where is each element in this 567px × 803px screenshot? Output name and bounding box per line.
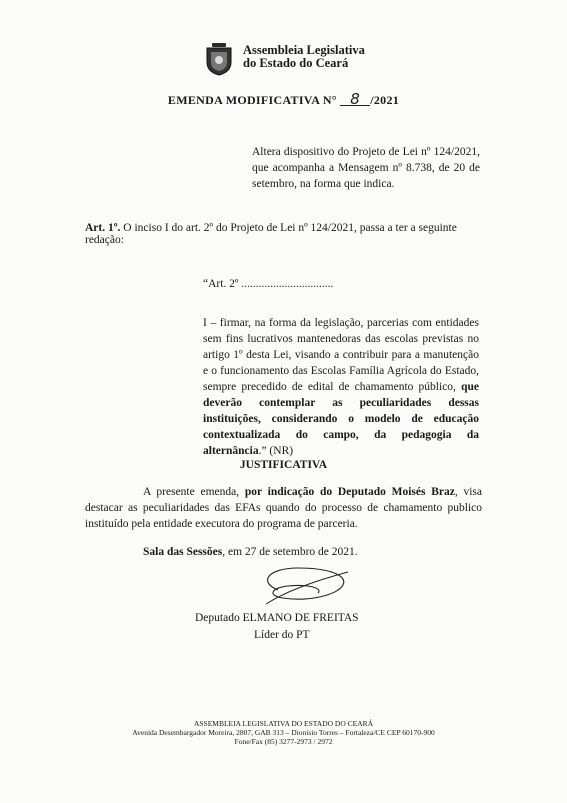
title-prefix: EMENDA MODIFICATIVA N° bbox=[167, 93, 337, 107]
amendment-number: 8 bbox=[340, 93, 370, 106]
inciso-end: .” (NR) bbox=[258, 445, 294, 457]
page-footer bbox=[0, 719, 567, 746]
coat-of-arms-icon bbox=[203, 42, 235, 76]
justification-heading: JUSTIFICATIVA bbox=[239, 459, 328, 471]
inciso-bold-text: que deverão contemplar as peculiaridades dessas instituições, considerando o modelo de educação contextualizada do campo, da pedagogia da alternância bbox=[203, 381, 480, 457]
handwritten-signature bbox=[248, 560, 358, 610]
document-title bbox=[0, 90, 567, 108]
article-2-heading: “Art. 2º ................................ bbox=[203, 278, 334, 290]
justification-part-1: A presente emenda, bbox=[143, 486, 240, 498]
signatory-role: Líder do PT bbox=[254, 629, 310, 641]
inciso-text: I – firmar, na forma da legislação, parcerias com entidades sem fins lucrativos mantenedoras das escolas previstas no artigo 1º desta Lei, visando a contribuir para a manutenção e o funcionamento das Escolas Família Agrícola do Estado, sempre precedido de edital de chamamento público, bbox=[203, 317, 479, 393]
footer-line-1: ASSEMBLEIA LEGISLATIVA DO ESTADO DO CEARÁ bbox=[193, 719, 374, 728]
institution-line-2: do Estado do Ceará bbox=[243, 56, 349, 70]
justification-bold: por indicação do Deputado Moisés Braz bbox=[244, 486, 455, 498]
inciso-paragraph bbox=[203, 315, 479, 459]
article-1-text: O inciso I do art. 2º do Projeto de Lei nº 124/2021, passa a ter a seguinte redação: bbox=[85, 222, 457, 246]
justification-paragraph bbox=[85, 484, 482, 532]
justification-part-2: , visa destacar as peculiaridades das EFAs quando do processo de chamamento publico instituído pela entidade executora do programa de parceria. bbox=[85, 486, 482, 530]
title-suffix: /2021 bbox=[370, 93, 400, 107]
ementa-paragraph: Altera dispositivo do Projeto de Lei nº 124/2021, que acompanha a Mensagem nº 8.738, de 20 de setembro, na forma que indica. bbox=[252, 146, 480, 190]
institution-line-1: Assembleia Legislativa bbox=[243, 43, 365, 57]
session-date bbox=[143, 546, 358, 558]
article-1 bbox=[85, 222, 485, 246]
footer-line-2: Avenida Desembargador Moreira, 2807, GAB 313 – Dionísio Torres – Fortaleza/CE CEP 60170-900 bbox=[132, 728, 435, 737]
article-1-label: Art. 1º. bbox=[85, 222, 121, 234]
institution-name bbox=[243, 44, 365, 70]
footer-line-3: Fone/Fax (85) 3277-2973 / 2972 bbox=[234, 737, 333, 746]
signatory-name: Deputado ELMANO DE FREITAS bbox=[195, 612, 359, 624]
session-date-text: , em 27 de setembro de 2021. bbox=[222, 546, 358, 558]
session-place: Sala das Sessões bbox=[143, 546, 223, 558]
